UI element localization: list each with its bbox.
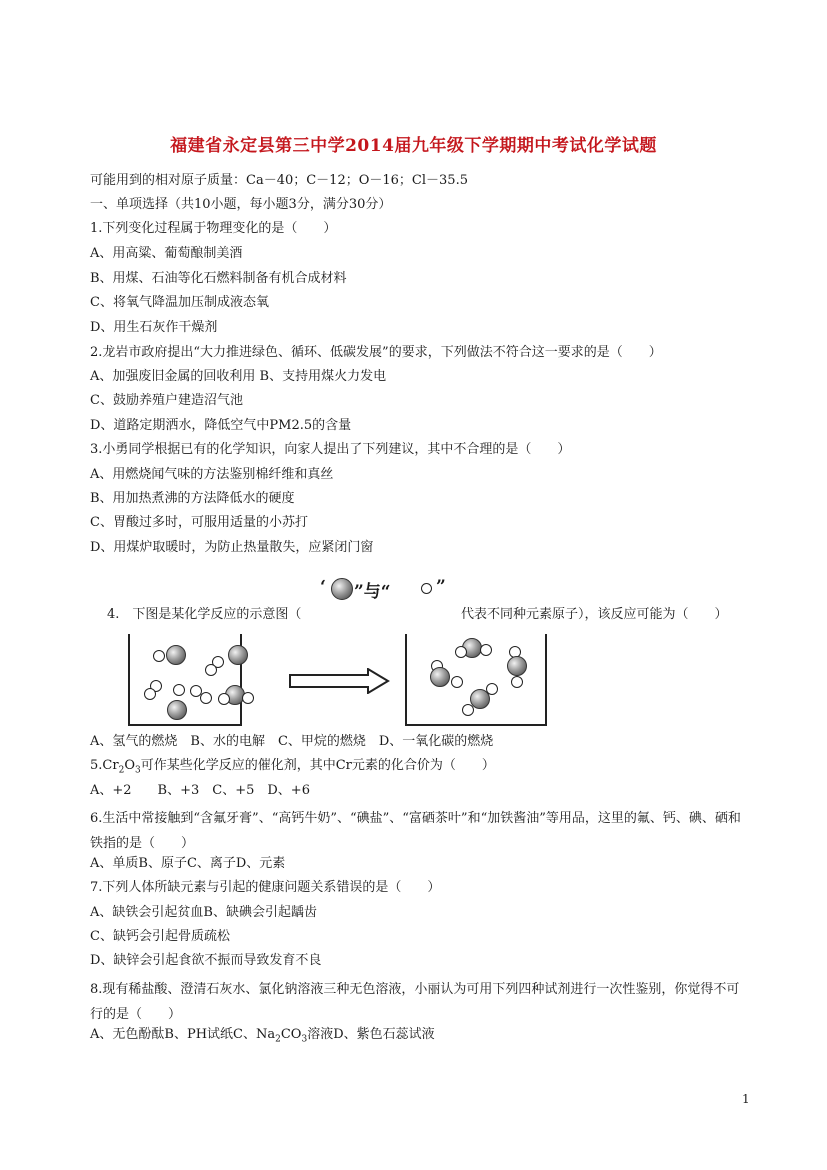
question-3-option-c: C、胃酸过多时，可服用适量的小苏打 bbox=[90, 515, 308, 530]
question-7-option-d: D、缺锌会引起食欲不振而导致发育不良 bbox=[90, 953, 322, 968]
white-atom-icon bbox=[242, 692, 254, 704]
question-1-stem: 1.下列变化过程属于物理变化的是（ ） bbox=[90, 221, 337, 236]
question-7-option-ab: A、缺铁会引起贫血B、缺碘会引起龋齿 bbox=[90, 905, 317, 920]
reactants-box bbox=[128, 634, 242, 726]
question-4-options: A、氢气的燃烧 B、水的电解 C、甲烷的燃烧 D、一氧化碳的燃烧 bbox=[90, 734, 494, 749]
white-atom-icon bbox=[462, 704, 474, 716]
question-7-option-c: C、缺钙会引起骨质疏松 bbox=[90, 929, 230, 944]
gray-atom-icon bbox=[228, 645, 248, 665]
white-atom-icon bbox=[451, 676, 463, 688]
white-atom-icon bbox=[480, 644, 492, 656]
white-atom-icon bbox=[511, 676, 523, 688]
question-1-option-d: D、用生石灰作干燥剂 bbox=[90, 320, 218, 335]
products-box bbox=[405, 634, 547, 726]
white-atom-icon bbox=[153, 650, 165, 662]
question-1-option-a: A、用高粱、葡萄酿制美酒 bbox=[90, 246, 243, 261]
reaction-arrow-icon bbox=[288, 668, 390, 694]
white-atom-icon bbox=[421, 583, 432, 594]
question-2-option-d: D、道路定期洒水，降低空气中PM2.5的含量 bbox=[90, 418, 352, 433]
question-1-option-b: B、用煤、石油等化石燃料制备有机合成材料 bbox=[90, 271, 347, 286]
page-number: 1 bbox=[742, 1092, 750, 1106]
white-atom-icon bbox=[173, 684, 185, 696]
white-atom-icon bbox=[455, 646, 467, 658]
question-4-stem-end: 代表不同种元素原子），该反应可能为（ ） bbox=[461, 607, 728, 622]
atomic-mass-note: 可能用到的相对原子质量：Ca－40；C－12；O－16；Cl－35.5 bbox=[90, 173, 468, 188]
question-5-options: A、+2 B、+3 C、+5 D、+6 bbox=[90, 783, 310, 798]
question-8-stem: 8.现有稀盐酸、澄清石灰水、氯化钠溶液三种无色溶液，小丽认为可用下列四种试剂进行一次性鉴别，你觉得不可行的是（ ） bbox=[90, 982, 740, 1022]
question-2-stem: 2.龙岩市政府提出“大力推进绿色、循环、低碳发展”的要求，下列做法不符合这一要求的是（ ） bbox=[90, 345, 662, 360]
question-6-stem: 6.生活中常接触到“含氟牙膏”、“高钙牛奶”、“碘盐”、“富硒茶叶”和“加铁酱油”等用品，这里的氟、钙、碘、硒和铁指的是（ ） bbox=[90, 811, 741, 851]
gray-atom-icon bbox=[331, 578, 353, 600]
question-4-stem-start: 4. 下图是某化学反应的示意图（ bbox=[107, 607, 302, 622]
atom-legend: ‘ ”与“ ” bbox=[320, 577, 446, 602]
white-atom-icon bbox=[218, 693, 230, 705]
white-atom-icon bbox=[144, 688, 156, 700]
gray-atom-icon bbox=[167, 700, 187, 720]
white-atom-icon bbox=[205, 664, 217, 676]
gray-atom-icon bbox=[430, 667, 450, 687]
white-atom-icon bbox=[200, 692, 212, 704]
question-2-option-c: C、鼓励养殖户建造沼气池 bbox=[90, 393, 243, 408]
question-8-options: A、无色酚酞B、PH试纸C、$Na_2CO_3$溶液D、紫色石蕊试液 bbox=[90, 1027, 435, 1045]
question-1-option-c: C、将氧气降温加压制成液态氧 bbox=[90, 295, 269, 310]
gray-atom-icon bbox=[166, 645, 186, 665]
question-3-option-a: A、用燃烧闻气味的方法鉴别棉纤维和真丝 bbox=[90, 467, 334, 482]
exam-title: 福建省永定县第三中学2014届九年级下学期期中考试化学试题 bbox=[170, 136, 657, 156]
question-6-options: A、单质B、原子C、离子D、元素 bbox=[90, 856, 286, 871]
section-heading: 一、单项选择（共10小题，每小题3分，满分30分） bbox=[90, 197, 392, 212]
question-2-option-ab: A、加强废旧金属的回收利用 B、支持用煤火力发电 bbox=[90, 369, 387, 384]
question-3-option-d: D、用煤炉取暖时，为防止热量散失，应紧闭门窗 bbox=[90, 540, 374, 555]
white-atom-icon bbox=[486, 683, 498, 695]
question-3-stem: 3.小勇同学根据已有的化学知识，向家人提出了下列建议，其中不合理的是（ ） bbox=[90, 442, 571, 457]
gray-atom-icon bbox=[507, 656, 527, 676]
question-5-stem: $5.Cr_2O_3$可作某些化学反应的催化剂，其中Cr元素的化合价为（ ） bbox=[90, 758, 495, 776]
question-3-option-b: B、用加热煮沸的方法降低水的硬度 bbox=[90, 491, 295, 506]
question-7-stem: 7.下列人体所缺元素与引起的健康问题关系错误的是（ ） bbox=[90, 880, 441, 895]
